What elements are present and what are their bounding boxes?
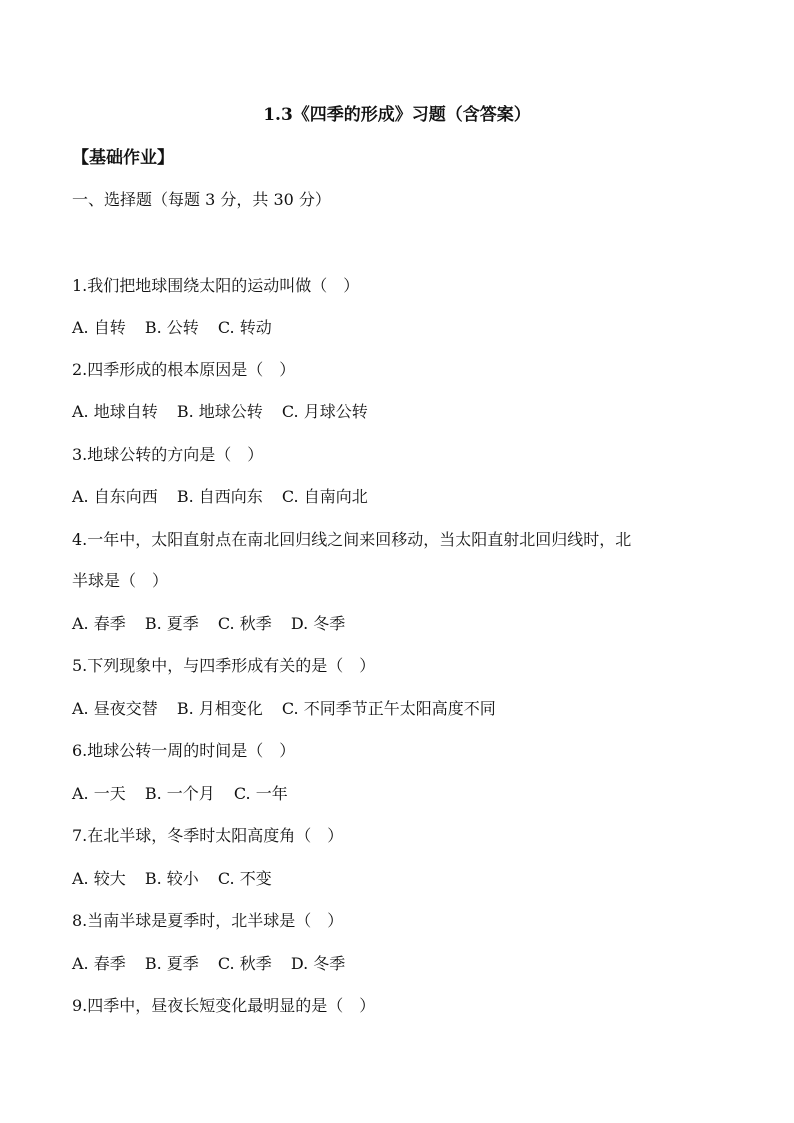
- question-3-options: [72, 485, 382, 509]
- question-6: 6.地球公转一周的时间是（ ）: [72, 741, 296, 760]
- option-a: A. 自转: [72, 318, 126, 337]
- option-a: A. 春季: [72, 954, 126, 973]
- option-c: C. 转动: [217, 318, 272, 337]
- option-a: A. 春季: [72, 614, 126, 633]
- option-b: B. 夏季: [144, 614, 199, 633]
- option-b: B. 较小: [144, 869, 199, 888]
- option-b: B. 地球公转: [176, 402, 263, 421]
- option-a: A. 地球自转: [72, 402, 158, 421]
- question-4-options: [72, 612, 359, 636]
- question-3: 3.地球公转的方向是（ ）: [72, 445, 264, 464]
- question-9: 9.四季中，昼夜长短变化最明显的是（ ）: [72, 996, 376, 1015]
- question-6-options: [72, 782, 302, 806]
- option-c: C. 秋季: [217, 954, 272, 973]
- question-4-continued: 半球是（ ）: [72, 571, 169, 590]
- question-2-options: [72, 400, 382, 424]
- option-d: D. 冬季: [290, 614, 346, 633]
- question-7: 7.在北半球，冬季时太阳高度角（ ）: [72, 826, 344, 845]
- question-5: 5.下列现象中，与四季形成有关的是（ ）: [72, 656, 376, 675]
- option-c: C. 一年: [233, 784, 288, 803]
- document-title: 1.3《四季的形成》习题（含答案）: [263, 105, 531, 125]
- question-5-options: [72, 697, 510, 721]
- option-b: B. 夏季: [144, 954, 199, 973]
- option-c: C. 不同季节正午太阳高度不同: [281, 699, 496, 718]
- option-b: B. 公转: [144, 318, 199, 337]
- question-1: 1.我们把地球围绕太阳的运动叫做（ ）: [72, 276, 360, 295]
- option-c: C. 自南向北: [281, 487, 368, 506]
- option-b: B. 自西向东: [176, 487, 263, 506]
- option-a: A. 较大: [72, 869, 126, 888]
- option-b: B. 一个月: [144, 784, 215, 803]
- question-4: 4.一年中，太阳直射点在南北回归线之间来回移动，当太阳直射北回归线时，北: [72, 530, 632, 549]
- option-a: A. 一天: [72, 784, 126, 803]
- option-c: C. 秋季: [217, 614, 272, 633]
- section-heading: 【基础作业】: [72, 148, 174, 168]
- question-8-options: [72, 952, 359, 976]
- option-c: C. 不变: [217, 869, 272, 888]
- part-heading: 一、选择题（每题 3 分，共 30 分）: [72, 190, 331, 209]
- question-8: 8.当南半球是夏季时，北半球是（ ）: [72, 911, 344, 930]
- option-d: D. 冬季: [290, 954, 346, 973]
- question-7-options: [72, 867, 286, 891]
- option-b: B. 月相变化: [176, 699, 263, 718]
- question-2: 2.四季形成的根本原因是（ ）: [72, 360, 296, 379]
- option-a: A. 自东向西: [72, 487, 158, 506]
- option-a: A. 昼夜交替: [72, 699, 158, 718]
- option-c: C. 月球公转: [281, 402, 368, 421]
- question-1-options: [72, 316, 286, 340]
